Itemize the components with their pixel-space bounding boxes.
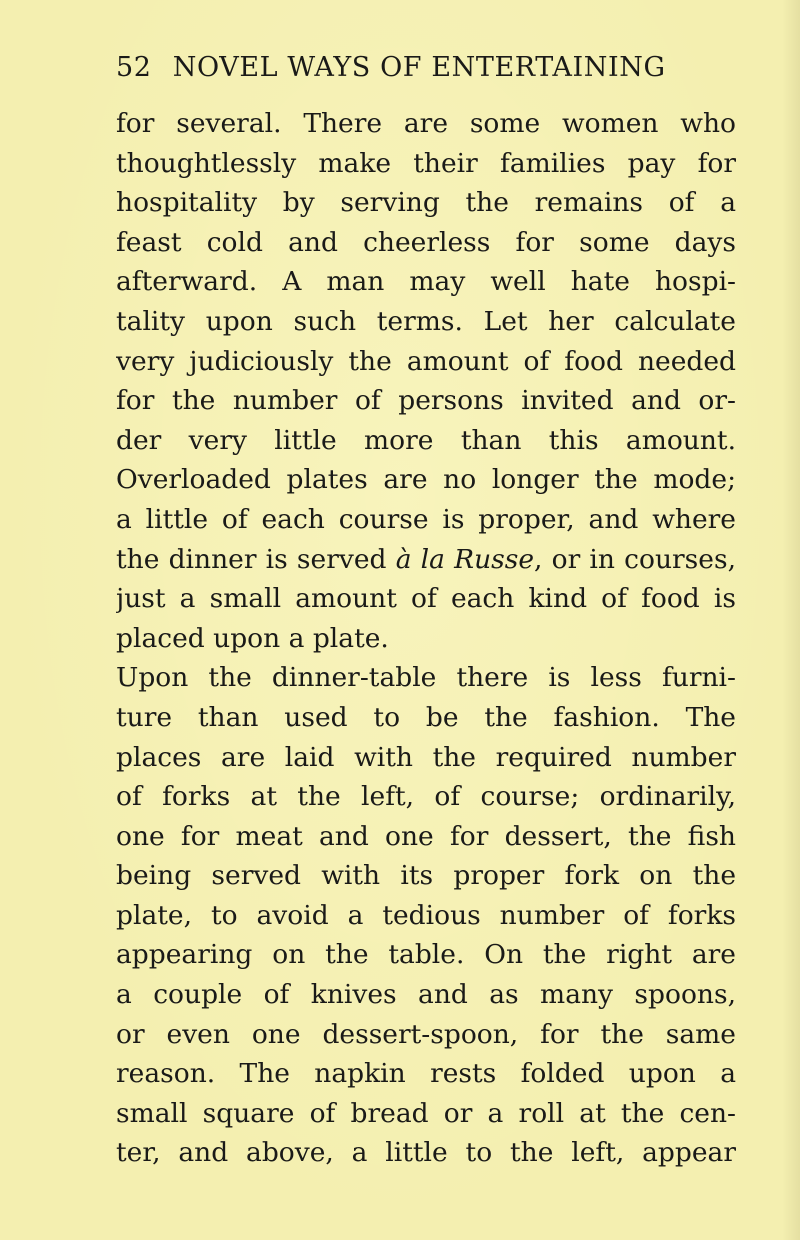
text-line: Overloaded plates are no longer the mode; bbox=[116, 464, 736, 496]
text-line: very judiciously the amount of food needed bbox=[116, 345, 736, 377]
text-line: for the number of persons invited and or- bbox=[116, 385, 736, 417]
text-line: being served with its proper fork on the bbox=[116, 860, 736, 892]
text-line: one for meat and one for dessert, the fish bbox=[116, 820, 736, 852]
text-line: just a small amount of each kind of food is bbox=[116, 583, 736, 615]
text-line: ture than used to be the fashion. The bbox=[116, 701, 736, 733]
paragraph-last-line: placed upon a plate. bbox=[116, 622, 389, 654]
text-line: places are laid with the required number bbox=[116, 741, 736, 773]
text-line: of forks at the left, of course; ordinarily, bbox=[116, 781, 736, 813]
text-line: small square of bread or a roll at the cen- bbox=[116, 1097, 736, 1129]
text-line: a little of each course is proper, and where bbox=[116, 503, 736, 535]
text-line: feast cold and cheerless for some days bbox=[116, 226, 736, 258]
body-text bbox=[116, 104, 736, 1173]
page-header bbox=[116, 52, 684, 92]
text-line: appearing on the table. On the right are bbox=[116, 939, 736, 971]
page-number: 52 bbox=[116, 52, 152, 83]
running-head: NOVEL WAYS OF ENTERTAINING bbox=[172, 52, 666, 83]
text-line: for several. There are some women who bbox=[116, 108, 736, 139]
text-segment: the dinner is served bbox=[116, 543, 396, 575]
text-line: or even one dessert-spoon, for the same bbox=[116, 1018, 736, 1050]
text-line: hospitality by serving the remains of a bbox=[116, 187, 736, 219]
page-edge-shadow bbox=[782, 0, 800, 1240]
italic-phrase: à la Russe bbox=[395, 543, 535, 575]
text-line-with-italic bbox=[116, 540, 736, 580]
text-segment: , or in courses, bbox=[534, 543, 736, 575]
text-line: a couple of knives and as many spoons, bbox=[116, 979, 736, 1011]
text-line: der very little more than this amount. bbox=[116, 424, 736, 456]
text-line: ter, and above, a little to the left, appear bbox=[116, 1137, 736, 1169]
text-line: reason. The napkin rests folded upon a bbox=[116, 1058, 736, 1090]
text-line: thoughtlessly make their families pay for bbox=[116, 147, 736, 179]
paragraph-first-line: Upon the dinner-table there is less furni- bbox=[116, 662, 736, 694]
text-line: plate, to avoid a tedious number of forks bbox=[116, 899, 736, 931]
text-line: afterward. A man may well hate hospi- bbox=[116, 266, 736, 298]
text-line: tality upon such terms. Let her calculate bbox=[116, 305, 736, 337]
